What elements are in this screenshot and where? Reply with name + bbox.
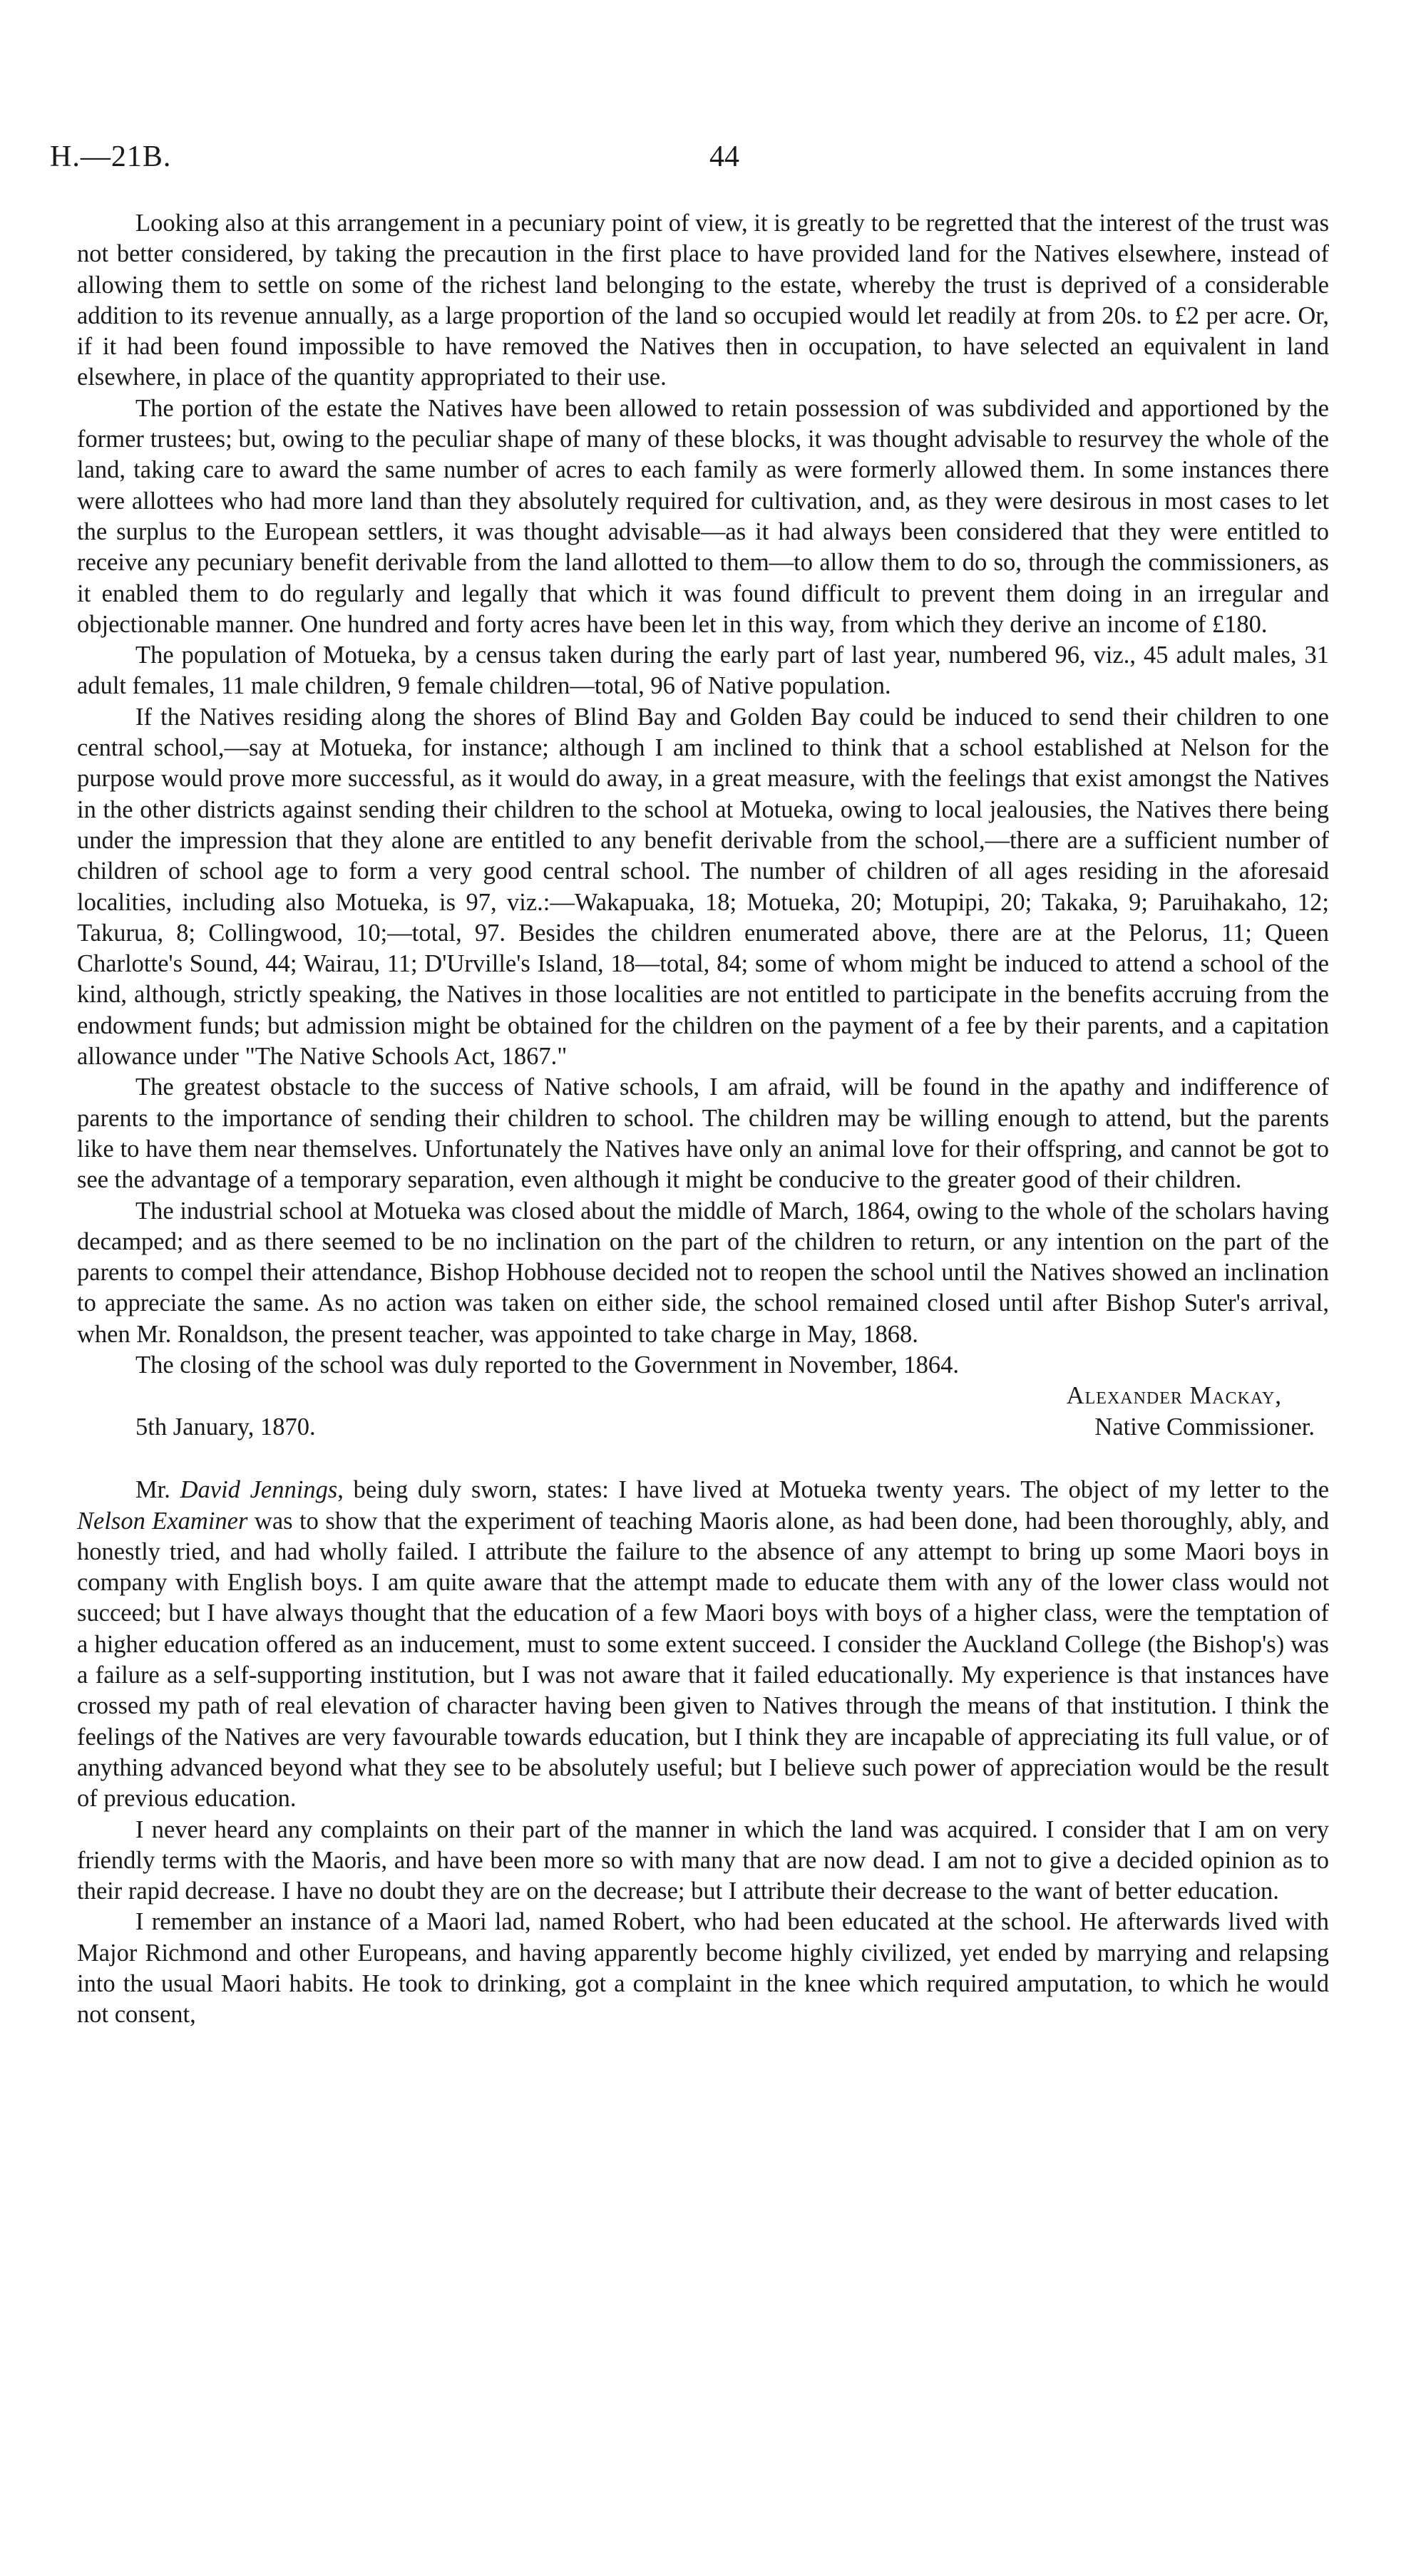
paragraph-obstacle: The greatest obstacle to the success of Native schools, I am afraid, will be found in the apathy and indifference of parents to the importance of sending their children to school. The children may be willing enough to attend, but the parents like to have them near themselves. Unfortunately the Natives have only an animal love for their offspring, and cannot be got to see the advantage of a temporary separation, even although it might be conducive to the greater good of their children. [77, 1073, 1329, 1194]
testimony-paragraph-2: I never heard any complaints on their part of the manner in which the land was acquired. I consider that I am on very friendly terms with the Maoris, and have been more so with many that are now dead. I am not to give a decided opinion as to their rapid decrease. I have no doubt they are on the decrease; but I attribute their decrease to the want of better education. [77, 1815, 1329, 1905]
witness-name: David Jennings [180, 1476, 338, 1504]
testimony-text-b: was to show that the experiment of teaching Maoris alone, as had been done, had been thoroughly, ably, and honestly tried, and had wholly failed. I attribute the failure to the absence of any attempt to bring up some Maori boys in company with English boys. I am quite aware that the attempt made to educate them with any of the lower class would not succeed; but I have always thought that the education of a few Maori boys with boys of a higher class, were the temptation of a higher education offered as an inducement, must to some extent succeed. I consider the Auckland College (the Bishop's) was a failure as a self-supporting institution, but I was not aware that it failed educationally. My experience is that instances have crossed my path of real elevation of character having been given to Natives through the means of that institution. I think the feelings of the Natives are very favourable towards education, but I think they are incapable of appreciating its full value, or of anything advanced beyond what they see to be absolutely useful; but I believe such power of appreciation would be the result of previous education. [77, 1507, 1330, 1813]
testimony-paragraph-3: I remember an instance of a Maori lad, named Robert, who had been educated at the school. He afterwards lived with Major Richmond and other Europeans, and having apparently become highly civilized, yet ended by marrying and relapsing into the usual Maori habits. He took to drinking, got a complaint in the knee which required amputation, to which he would not consent, [77, 1908, 1329, 2029]
paragraph-closing-reported: The closing of the school was duly reported to the Government in November, 1864. [135, 1351, 960, 1379]
paragraph-industrial-school: The industrial school at Motueka was closed about the middle of March, 1864, owing to the whole of the scholars having decamped; and as there seemed to be no inclination on the part of the children to return, or any intention on the part of the parents to compel their attendance, Bishop Hobhouse decided not to reopen the school until the Natives showed an inclination to appreciate the same. As no action was taken on either side, the school remained closed until after Bishop Suter's arrival, when Mr. Ronaldson, the present teacher, was appointed to take charge in May, 1868. [77, 1197, 1329, 1348]
signatory-name: Alexander Mackay, [1066, 1382, 1282, 1410]
paragraph-estate-portion: The portion of the estate the Natives have been allowed to retain possession of was subdivided and apportioned by the former trustees; but, owing to the peculiar shape of many of these blocks, it was thought advisable to resurvey the whole of the land, taking care to award the same number of acres to each family as were formerly allowed them. In some instances there were allottees who had more land than they absolutely required for cultivation, and, as they were desirous in most cases to let the surplus to the European settlers, it was thought advisable—as it had always been considered that they were entitled to receive any pecuniary benefit derivable from the land allotted to them—to allow them to do so, through the commissioners, as it enabled them to do regularly and legally that which it was found difficult to prevent them doing in an irregular and objectionable manner. One hundred and forty acres have been let in this way, from which they derive an income of £180. [77, 394, 1329, 638]
testimony-text-a: , being duly sworn, states: I have lived at Motueka twenty years. The object of my letter to the [337, 1476, 1330, 1504]
testimony-paragraph-1 [77, 1475, 1329, 1814]
newspaper-name: Nelson Examiner [77, 1507, 248, 1535]
paragraph-pecuniary: Looking also at this arrangement in a pecuniary point of view, it is greatly to be regretted that the interest of the trust was not better considered, by taking the precaution in the first place to have provided land for the Natives elsewhere, instead of allowing them to settle on some of the richest land belonging to the estate, whereby the trust is deprived of a considerable addition to its revenue annually, as a large proportion of the land so occupied would let readily at from 20s. to £2 per acre. Or, if it had been found impossible to have removed the Natives then in occupation, to have selected an equivalent in land elsewhere, in place of the quantity appropriated to their use. [77, 210, 1329, 391]
section-gap [77, 1443, 1329, 1475]
paragraph-population: The population of Motueka, by a census taken during the early part of last year, numbered 96, viz., 45 adult males, 31 adult females, 11 male children, 9 female children—total, 96 of Native population. [77, 642, 1329, 700]
paragraph-central-school: If the Natives residing along the shores of Blind Bay and Golden Bay could be induced to send their children to one central school,—say at Motueka, for instance; although I am inclined to think that a school established at Nelson for the purpose would prove more successful, as it would do away, in a great measure, with the feelings that exist amongst the Natives in the other districts against sending their children to the school at Motueka, owing to local jealousies, the Natives there being under the impression that they alone are entitled to any benefit derivable from the school,—there are a sufficient number of children of school age to form a very good central school. The number of children of all ages residing in the aforesaid localities, including also Motueka, is 97, viz.:—Wakapuaka, 18; Motueka, 20; Motupipi, 20; Takaka, 9; Paruihakaho, 12; Takurua, 8; Collingwood, 10;—total, 97. Besides the children enumerated above, there are at the Pelorus, 11; Queen Charlotte's Sound, 44; Wairau, 11; D'Urville's Island, 18—total, 84; some of whom might be induced to attend a school of the kind, although, strictly speaking, the Natives in those localities are not entitled to participate in the benefits accruing from the endowment funds; but admission might be obtained for the children on the payment of a fee by their parents, and a capitation allowance under "The Native Schools Act, 1867." [77, 703, 1329, 1071]
testimony-intro: Mr. [135, 1476, 170, 1504]
signatory-title: Native Commissioner. [1094, 1413, 1315, 1441]
page-number: 44 [709, 140, 739, 173]
body-text [77, 208, 1329, 2031]
document-code: H.—21B. [50, 140, 172, 173]
signature-block [77, 1381, 1329, 1443]
page-header [50, 140, 1262, 182]
signature-date: 5th January, 1870. [135, 1413, 316, 1441]
